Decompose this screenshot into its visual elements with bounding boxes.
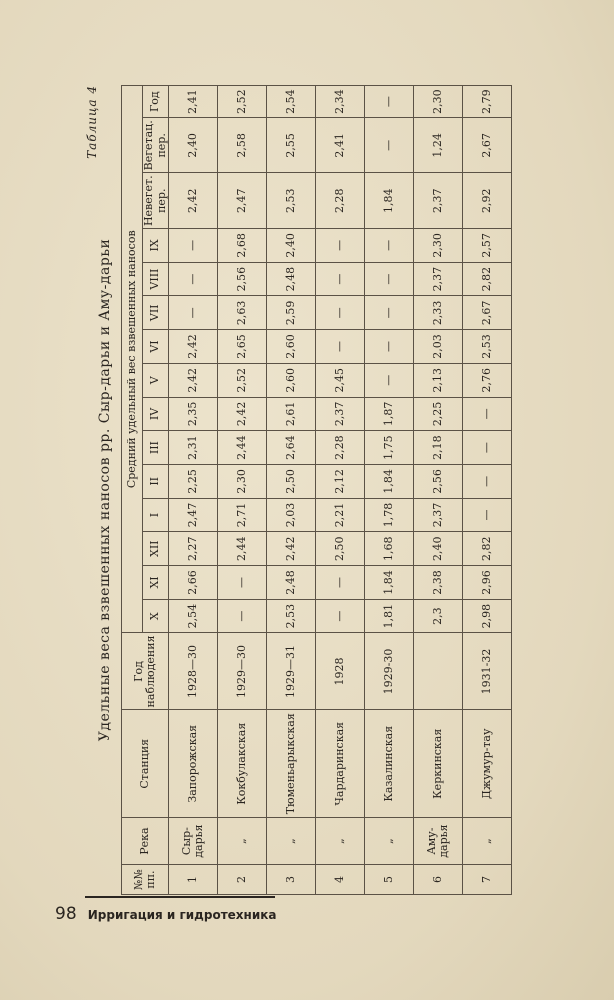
- cell-month-value: 2,60: [267, 363, 316, 397]
- cell-month-value: 2,25: [169, 464, 218, 498]
- table-row: [169, 86, 218, 895]
- cell-num: 4: [316, 865, 365, 895]
- cell-month-value: 2,53: [267, 599, 316, 633]
- cell-month-value: 2,53: [463, 330, 512, 364]
- cell-month-value: —: [316, 229, 365, 263]
- cell-month-value: 2,28: [316, 431, 365, 465]
- header-nonveg: Невегет. пер.: [143, 173, 169, 229]
- cell-river: „: [463, 818, 512, 865]
- cell-month-value: 2,71: [218, 498, 267, 532]
- cell-nonveg: 1,84: [365, 173, 414, 229]
- cell-years: 1931-32: [463, 633, 512, 710]
- cell-station: Кокбулакская: [218, 710, 267, 818]
- table-row: [316, 86, 365, 895]
- page-footer: [55, 904, 276, 924]
- cell-nonveg: 2,37: [414, 173, 463, 229]
- cell-month-value: 1,68: [365, 532, 414, 566]
- cell-month-value: —: [365, 296, 414, 330]
- cell-year: 2,30: [414, 86, 463, 118]
- specific-weight-table: [121, 85, 512, 895]
- cell-month-value: —: [218, 599, 267, 633]
- cell-num: 3: [267, 865, 316, 895]
- header-month-5: III: [143, 431, 169, 465]
- cell-month-value: 2,35: [169, 397, 218, 431]
- cell-years: 1929-30: [365, 633, 414, 710]
- cell-month-value: —: [463, 397, 512, 431]
- header-month-7: V: [143, 363, 169, 397]
- cell-veg: 2,40: [169, 118, 218, 173]
- cell-month-value: 2,37: [414, 498, 463, 532]
- cell-month-value: 2,13: [414, 363, 463, 397]
- cell-year: 2,79: [463, 86, 512, 118]
- cell-month-value: —: [316, 330, 365, 364]
- cell-station: Тюменьарыкская: [267, 710, 316, 818]
- cell-river: „: [267, 818, 316, 865]
- header-month-9: VII: [143, 296, 169, 330]
- cell-month-value: 1,84: [365, 566, 414, 600]
- cell-month-value: —: [463, 498, 512, 532]
- cell-month-value: 2,42: [218, 397, 267, 431]
- table-caption: Таблица 4: [85, 85, 99, 159]
- cell-month-value: —: [463, 464, 512, 498]
- cell-river: „: [316, 818, 365, 865]
- cell-month-value: 1,75: [365, 431, 414, 465]
- cell-month-value: —: [316, 262, 365, 296]
- cell-month-value: 2,21: [316, 498, 365, 532]
- cell-month-value: 2,67: [463, 296, 512, 330]
- cell-nonveg: 2,47: [218, 173, 267, 229]
- cell-month-value: 2,63: [218, 296, 267, 330]
- cell-month-value: 2,64: [267, 431, 316, 465]
- cell-month-value: 2,33: [414, 296, 463, 330]
- cell-month-value: —: [316, 599, 365, 633]
- cell-month-value: 2,25: [414, 397, 463, 431]
- cell-station: Керкинская: [414, 710, 463, 818]
- table-title: Удельные веса взвешенных наносов рр. Сыр-дарьи и Аму-дарьи: [97, 238, 113, 742]
- table-row: [463, 86, 512, 895]
- cell-veg: —: [365, 118, 414, 173]
- cell-month-value: 2,03: [414, 330, 463, 364]
- cell-month-value: 2,40: [414, 532, 463, 566]
- cell-month-value: 2,42: [169, 330, 218, 364]
- cell-nonveg: 2,53: [267, 173, 316, 229]
- cell-month-value: 2,96: [463, 566, 512, 600]
- cell-month-value: —: [365, 363, 414, 397]
- cell-month-value: —: [365, 262, 414, 296]
- table-row: [267, 86, 316, 895]
- cell-month-value: 2,98: [463, 599, 512, 633]
- cell-month-value: 2,54: [169, 599, 218, 633]
- header-month-11: IX: [143, 229, 169, 263]
- cell-month-value: 1,87: [365, 397, 414, 431]
- cell-nonveg: 2,42: [169, 173, 218, 229]
- cell-month-value: 2,18: [414, 431, 463, 465]
- header-month-1: XI: [143, 566, 169, 600]
- cell-month-value: 2,38: [414, 566, 463, 600]
- cell-month-value: 2,48: [267, 262, 316, 296]
- cell-years: 1929—30: [218, 633, 267, 710]
- cell-month-value: 2,42: [169, 363, 218, 397]
- cell-num: 6: [414, 865, 463, 895]
- cell-month-value: 2,68: [218, 229, 267, 263]
- cell-month-value: 2,42: [267, 532, 316, 566]
- cell-years: 1928: [316, 633, 365, 710]
- cell-month-value: 2,03: [267, 498, 316, 532]
- cell-month-value: 2,12: [316, 464, 365, 498]
- cell-month-value: 2,82: [463, 262, 512, 296]
- header-month-2: XII: [143, 532, 169, 566]
- cell-veg: 2,41: [316, 118, 365, 173]
- cell-num: 2: [218, 865, 267, 895]
- cell-years: 1929—31: [267, 633, 316, 710]
- cell-month-value: —: [365, 330, 414, 364]
- cell-month-value: 2,61: [267, 397, 316, 431]
- footer-rule: [85, 896, 275, 898]
- cell-month-value: 2,3: [414, 599, 463, 633]
- cell-month-value: 2,40: [267, 229, 316, 263]
- cell-num: 5: [365, 865, 414, 895]
- cell-year: 2,34: [316, 86, 365, 118]
- cell-month-value: 2,44: [218, 532, 267, 566]
- cell-year: 2,54: [267, 86, 316, 118]
- table-body: [169, 86, 512, 895]
- cell-river: Аму-дарья: [414, 818, 463, 865]
- cell-month-value: 2,56: [218, 262, 267, 296]
- cell-month-value: 2,47: [169, 498, 218, 532]
- cell-month-value: —: [169, 262, 218, 296]
- cell-month-value: 2,65: [218, 330, 267, 364]
- cell-nonveg: 2,92: [463, 173, 512, 229]
- cell-station: Запорожская: [169, 710, 218, 818]
- cell-veg: 1,24: [414, 118, 463, 173]
- cell-nonveg: 2,28: [316, 173, 365, 229]
- cell-years: 1928—30: [169, 633, 218, 710]
- header-month-10: VIII: [143, 262, 169, 296]
- table-row: [365, 86, 414, 895]
- header-month-3: I: [143, 498, 169, 532]
- cell-month-value: 2,82: [463, 532, 512, 566]
- cell-station: Казалинская: [365, 710, 414, 818]
- rotated-table-block: [85, 85, 605, 895]
- cell-month-value: 2,57: [463, 229, 512, 263]
- cell-station: Чардаринская: [316, 710, 365, 818]
- cell-month-value: —: [218, 566, 267, 600]
- cell-month-value: 2,31: [169, 431, 218, 465]
- page-number: 98: [55, 904, 77, 924]
- cell-month-value: 2,59: [267, 296, 316, 330]
- cell-year: —: [365, 86, 414, 118]
- header-station: Станция: [122, 710, 169, 818]
- cell-month-value: 2,66: [169, 566, 218, 600]
- cell-month-value: 2,50: [267, 464, 316, 498]
- cell-month-value: 2,44: [218, 431, 267, 465]
- cell-month-value: 2,52: [218, 363, 267, 397]
- cell-month-value: 2,76: [463, 363, 512, 397]
- table-row: [218, 86, 267, 895]
- cell-river: „: [218, 818, 267, 865]
- cell-month-value: 1,81: [365, 599, 414, 633]
- cell-month-value: —: [316, 296, 365, 330]
- header-month-6: IV: [143, 397, 169, 431]
- cell-station: Джумур-тау: [463, 710, 512, 818]
- cell-month-value: 1,78: [365, 498, 414, 532]
- cell-num: 7: [463, 865, 512, 895]
- header-num: №№ пп.: [122, 865, 169, 895]
- cell-month-value: —: [169, 296, 218, 330]
- cell-month-value: —: [463, 431, 512, 465]
- cell-river: Сыр-дарья: [169, 818, 218, 865]
- cell-years: [414, 633, 463, 710]
- cell-veg: 2,67: [463, 118, 512, 173]
- cell-month-value: 2,45: [316, 363, 365, 397]
- cell-veg: 2,55: [267, 118, 316, 173]
- header-year-obs: Год наблюдения: [122, 633, 169, 710]
- cell-month-value: —: [316, 566, 365, 600]
- cell-year: 2,52: [218, 86, 267, 118]
- header-month-4: II: [143, 464, 169, 498]
- header-month-0: X: [143, 599, 169, 633]
- cell-river: „: [365, 818, 414, 865]
- cell-num: 1: [169, 865, 218, 895]
- cell-month-value: 2,37: [316, 397, 365, 431]
- journal-name: Ирригация и гидротехника: [87, 908, 277, 922]
- cell-month-value: 2,60: [267, 330, 316, 364]
- table-row: [414, 86, 463, 895]
- cell-veg: 2,58: [218, 118, 267, 173]
- header-group: Средний удельный вес взвешенных наносов: [122, 86, 143, 633]
- cell-month-value: —: [169, 229, 218, 263]
- cell-month-value: 2,27: [169, 532, 218, 566]
- header-river: Река: [122, 818, 169, 865]
- cell-month-value: 2,30: [414, 229, 463, 263]
- cell-month-value: 2,50: [316, 532, 365, 566]
- cell-month-value: 2,30: [218, 464, 267, 498]
- header-veg: Вегетац. пер.: [143, 118, 169, 173]
- header-year: Год: [143, 86, 169, 118]
- cell-year: 2,41: [169, 86, 218, 118]
- cell-month-value: 2,48: [267, 566, 316, 600]
- cell-month-value: —: [365, 229, 414, 263]
- header-month-8: VI: [143, 330, 169, 364]
- cell-month-value: 2,37: [414, 262, 463, 296]
- cell-month-value: 2,56: [414, 464, 463, 498]
- cell-month-value: 1,84: [365, 464, 414, 498]
